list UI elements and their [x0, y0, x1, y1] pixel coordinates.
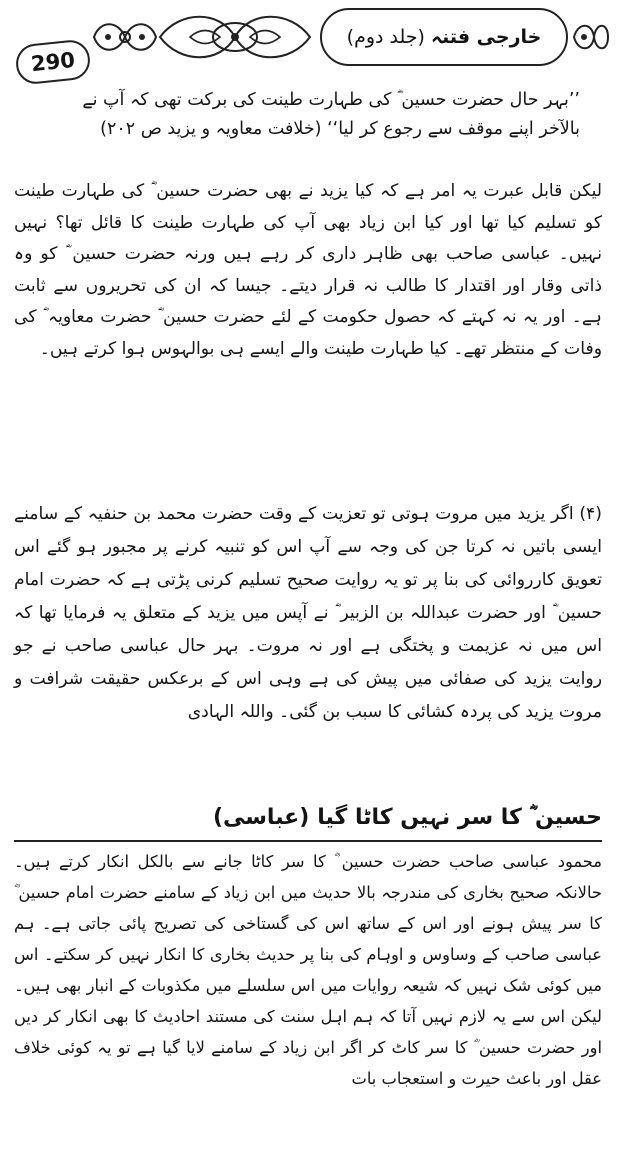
center-ornament-icon — [150, 6, 320, 68]
running-title-box — [320, 8, 568, 66]
heading-divider — [14, 840, 602, 842]
section-heading-attribution: (عباسی) — [212, 804, 310, 830]
section-heading — [14, 792, 602, 842]
right-ornament-icon — [570, 14, 612, 60]
running-title: خارجی فتنہ — [430, 26, 542, 48]
volume-label: (جلد دوم) — [346, 26, 425, 48]
paragraph-text: لیکن قابل عبرت یہ امر ہے کہ کیا یزید نے بھی حضرت حسین ؓ کی طہارت طینت کو تسلیم کیا تھا اور کیا ابن زیاد بھی آپ کی طہارت طینت کا قائل تھا؟ نہیں نہیں۔ عباسی صاحب بھی ظاہر داری کر رہے ہیں ورنہ حضرت حسین ؓ کو وہ ذاتی وقار اور اقتدار کا طالب نہ قرار دیتے۔ جیسا کہ ان کی تحریروں سے ثابت ہے۔ اور یہ نہ کہتے کہ حصول حکومت کے لئے حضرت حسین ؓ حضرت معاویہ ؓ کی وفات کے منتظر تھے۔ کیا طہارت طینت والے ایسے ہی بوالہوس ہوا کرتے ہیں۔ — [14, 181, 602, 359]
paragraph-text: محمود عباسی صاحب حضرت حسین ؓ کا سر کاٹا جانے سے بالکل انکار کرتے ہیں۔ حالانکہ صحیح بخاری کی مندرجہ بالا حدیث میں ابن زیاد کے سامنے حضرت امام حسین ؓ کا سر پیش ہونے اور اس کے ساتھ اس کی گستاخی کی تصریح پائی جاتی ہے۔ ہم عباسی صاحب کے وساوس و اوہام کی بنا پر حدیث بخاری کا انکار نہیں کر سکتے۔ اس میں کوئی شک نہیں کہ شیعہ روایات میں اس سلسلے میں مکذوبات کے انبار بھی ہیں۔ لیکن اس سے یہ لازم نہیں آتا کہ ہم اہل سنت کی مستند احادیث کا بھی انکار کر دیں اور حضرت حسین ؓ کا سر کاٹ کر اگر ابن زیاد کے سامنے لایا گیا ہے تو یہ کوئی خلاف عقل اور باعث حیرت و استعجاب بات — [14, 852, 602, 1088]
page-number: 290 — [14, 38, 92, 86]
paragraph — [14, 498, 602, 729]
paragraph-text: (۴) اگر یزید میں مروت ہوتی تو تعزیت کے وقت حضرت محمد بن حنفیہ کے سامنے ایسی باتیں نہ کرتا جن کی وجہ سے آپ اس کو تنبیہ کرنے پر مجبور ہو گئے اس تعویق کارروائی کی بنا پر تو یہ روایت صحیح تسلیم کرنی پڑتی ہے کہ حضرت امام حسین ؓ اور حضرت عبداللہ بن الزبیر ؓ نے آپس میں یزید کے متعلق یہ فرمایا تھا کہ اس میں نہ عزیمت و پختگی ہے اور نہ مروت۔ بہر حال عباسی صاحب نے جو روایت یزید کی صفائی میں پیش کی ہے وہی اس کے برعکس حقیقت شرافت و مروت یزید کی پردہ کشائی کا سبب بن گئی۔ واللہ الہادی — [14, 504, 602, 722]
quote-line: بالآخر اپنے موقف سے رجوع کر لیا‘‘ (خلافت معاویہ و یزید ص ۲۰۲) — [100, 119, 580, 139]
quote-line: ’’بہر حال حضرت حسین ؓ کی طہارت طینت کی برکت تھی کہ آپ نے — [82, 90, 580, 110]
quotation-block — [14, 86, 602, 144]
paragraph — [14, 176, 602, 365]
section-heading-text: حسین ؓ کا سر نہیں کاٹا گیا — [317, 804, 602, 830]
page-header — [0, 0, 617, 80]
paragraph — [14, 846, 602, 1094]
